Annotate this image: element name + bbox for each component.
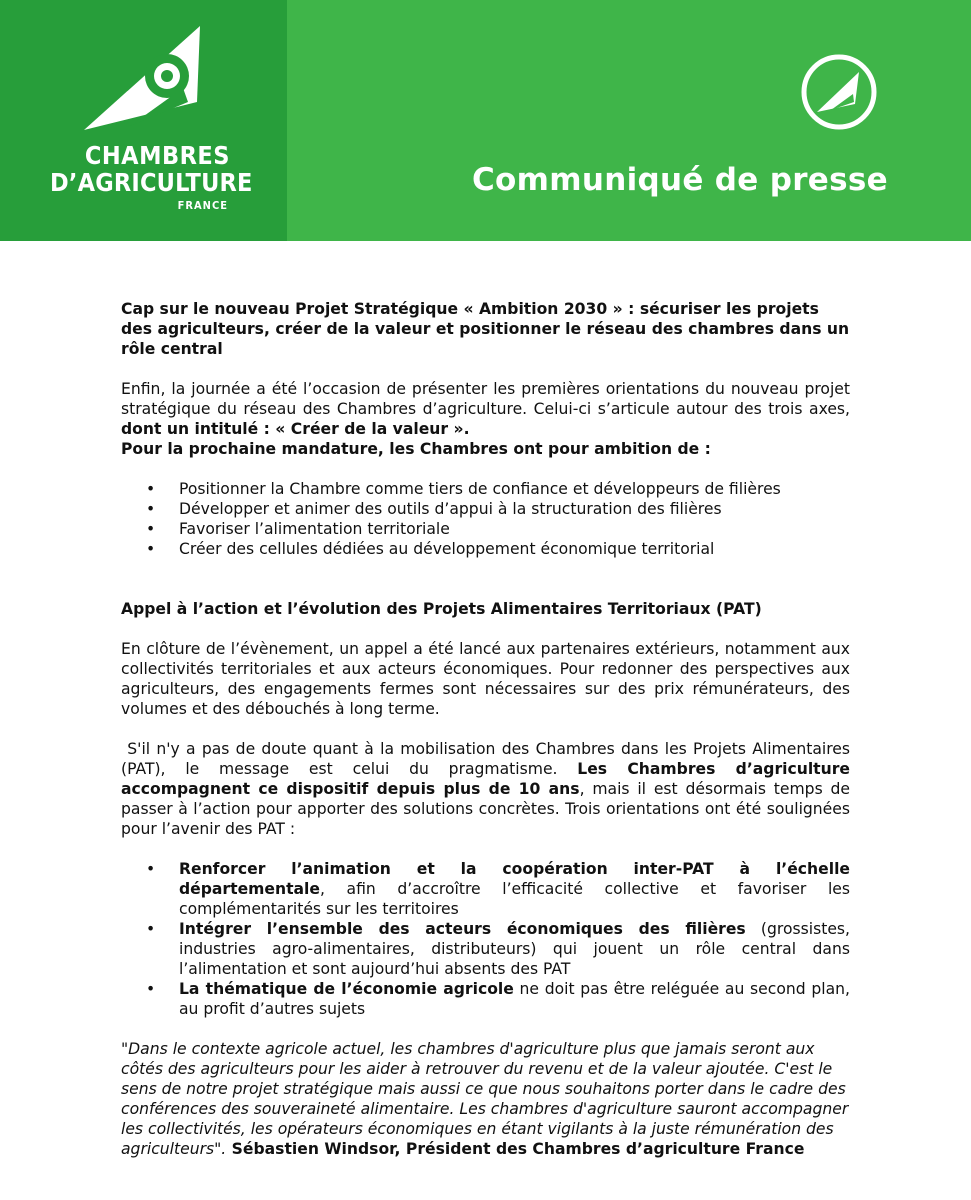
list-item: • Intégrer l’ensemble des acteurs économiques des filières (grossistes, industries agro-alimentaires, distributeurs) qui jouent un rôle central dans l’alimentation et sont aujourd’hui absents des PAT bbox=[121, 919, 850, 979]
quote-signature: Sébastien Windsor, Président des Chambres d’agriculture France bbox=[226, 1140, 805, 1158]
pat-orientations-list bbox=[121, 859, 850, 1019]
paragraph-pat-pragmatism: S'il n'y a pas de doute quant à la mobilisation des Chambres dans les Projets Alimentaires (PAT), le message est celui du pragmatisme. Les Chambres d’agriculture accompagnent ce dispositif depuis plus de 10 ans, mais il est désormais temps de passer à l’action pour apporter des solutions concrètes. Trois orientations ont été soulignées pour l’avenir des PAT : bbox=[121, 740, 856, 838]
press-header bbox=[0, 0, 971, 241]
paragraph-call-to-action: En clôture de l’évènement, un appel a été lancé aux partenaires extérieurs, notamment aux collectivités territoriales et aux acteurs économiques. Pour redonner des perspectives aux agriculteurs, des engagements fermes sont nécessaires sur des prix rémunérateurs, des volumes et des débouchés à long terme. bbox=[121, 640, 850, 718]
logo-wordmark bbox=[50, 141, 253, 213]
logo-line-agriculture: D’AGRICULTURE bbox=[50, 168, 253, 197]
list-item: • Favoriser l’alimentation territoriale bbox=[121, 519, 850, 539]
president-quote: "Dans le contexte agricole actuel, les chambres d'agriculture plus que jamais seront aux côtés des agriculteurs pour les aider à retrouver du revenu et de la valeur ajoutée. C'est le sens de notre projet stratégique mais aussi ce que nous souhaitons porter dans le cadre des conférences des souveraineté alimentaire. Les chambres d'agriculture sauront accompagner les collectivités, les opérateurs économiques en étant vigilants à la juste rémunération des agriculteurs". Sébastien Windsor, Président des Chambres d’agriculture France bbox=[121, 1040, 849, 1158]
press-body bbox=[121, 299, 856, 1159]
section-heading-pat: Appel à l’action et l’évolution des Projets Alimentaires Territoriaux (PAT) bbox=[121, 600, 762, 618]
ambition-list bbox=[121, 479, 850, 559]
list-item: • La thématique de l’économie agricole ne doit pas être reléguée au second plan, au profit d’autres sujets bbox=[121, 979, 850, 1019]
press-release-title: Communiqué de presse bbox=[472, 162, 888, 198]
section-heading-ambition: Cap sur le nouveau Projet Stratégique « Ambition 2030 » : sécuriser les projets des agriculteurs, créer de la valeur et positionner le réseau des chambres dans un rôle central bbox=[121, 300, 850, 358]
logo-line-chambres: CHAMBRES bbox=[84, 141, 230, 170]
logo-line-france: FRANCE bbox=[177, 199, 228, 212]
list-item: • Créer des cellules dédiées au développement économique territorial bbox=[121, 539, 850, 559]
logo-panel bbox=[0, 0, 287, 241]
list-item: • Positionner la Chambre comme tiers de confiance et développeurs de filières bbox=[121, 479, 850, 499]
list-item: • Développer et animer des outils d’appui à la structuration des filières bbox=[121, 499, 850, 519]
chambres-circle-icon bbox=[799, 52, 879, 132]
list-item: • Renforcer l’animation et la coopération inter-PAT à l’échelle départementale, afin d’accroître l’efficacité collective et favoriser les complémentarités sur les territoires bbox=[121, 859, 850, 919]
paragraph-ambition-intro: Pour la prochaine mandature, les Chambres ont pour ambition de : bbox=[121, 440, 711, 458]
paragraph-strategic-project: Enfin, la journée a été l’occasion de présenter les premières orientations du nouveau projet stratégique du réseau des Chambres d’agriculture. Celui-ci s’articule autour des trois axes, dont un intitulé : « Créer de la valeur ». bbox=[121, 380, 850, 438]
chambres-agriculture-logo-icon bbox=[80, 26, 210, 138]
